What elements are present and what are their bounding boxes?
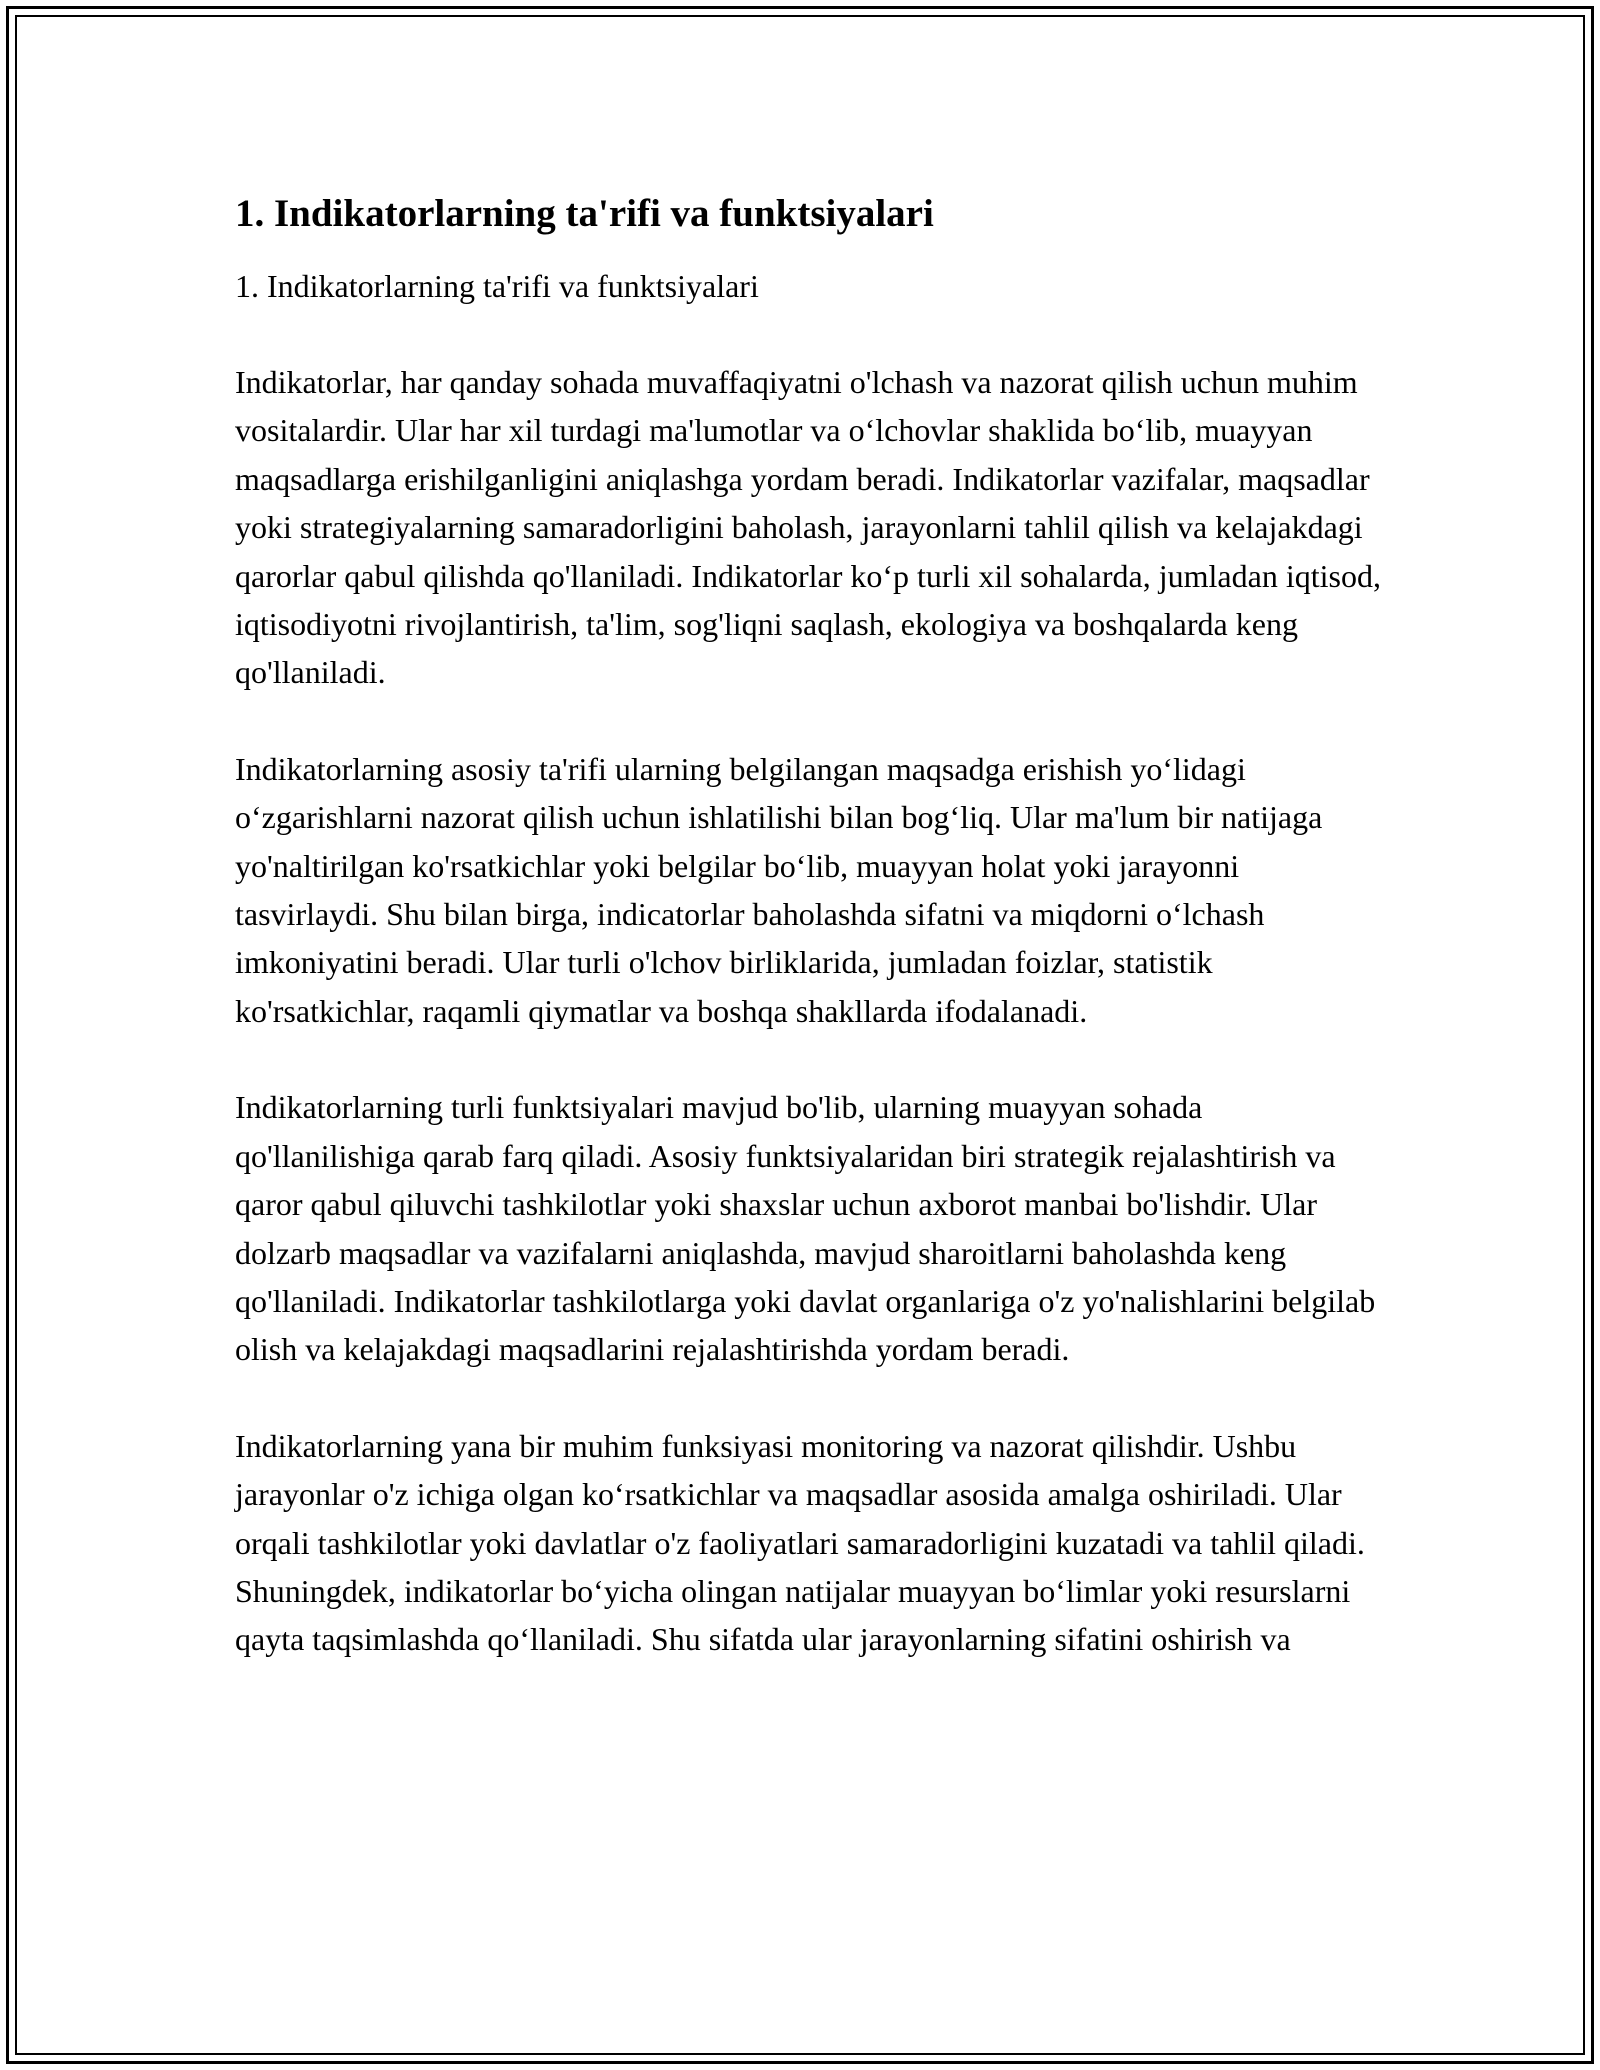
section-subheading: 1. Indikatorlarning ta'rifi va funktsiyalari (235, 268, 759, 304)
document-body (235, 188, 1385, 1664)
paragraph-1: Indikatorlar, har qanday sohada muvaffaqiyatni o'lchash va nazorat qilish uchun muhim vositalardir. Ular har xil turdagi ma'lumotlar va o‘lchovlar shaklida bo‘lib, muayyan maqsadlarga erishilganligini aniqlashga yordam beradi. Indikatorlar vazifalar, maqsadlar yoki strategiyalarning samaradorligini baholash, jarayonlarni tahlil qilish va kelajakdagi qarorlar qabul qilishda qo'llaniladi. Indikatorlar ko‘p turli xil sohalarda, jumladan iqtisod, iqtisodiyotni rivojlantirish, ta'lim, sog'liqni saqlash, ekologiya va boshqalarda keng qo'llaniladi. (235, 364, 1381, 691)
paragraph-3: Indikatorlarning turli funktsiyalari mavjud bo'lib, ularning muayyan sohada qo'llanilishiga qarab farq qiladi. Asosiy funktsiyalaridan biri strategik rejalashtirish va qaror qabul qiluvchi tashkilotlar yoki shaxslar uchun axborot manbai bo'lishdir. Ular dolzarb maqsadlar va vazifalarni aniqlashda, mavjud sharoitlarni baholashda keng qo'llaniladi. Indikatorlar tashkilotlarga yoki davlat organlariga o'z yo'nalishlarini belgilab olish va kelajakdagi maqsadlarini rejalashtirishda yordam beradi. (235, 1089, 1376, 1368)
section-heading: 1. Indikatorlarning ta'rifi va funktsiyalari (235, 192, 934, 235)
paragraph-2: Indikatorlarning asosiy ta'rifi ularning belgilangan maqsadga erishish yo‘lidagi o‘zgarishlarni nazorat qilish uchun ishlatilishi bilan bog‘liq. Ular ma'lum bir natijaga yo'naltirilgan ko'rsatkichlar yoki belgilar bo‘lib, muayyan holat yoki jarayonni tasvirlaydi. Shu bilan birga, indicatorlar baholashda sifatni va miqdorni o‘lchash imkoniyatini beradi. Ular turli o'lchov birliklarida, jumladan foizlar, statistik ko'rsatkichlar, raqamli qiymatlar va boshqa shakllarda ifodalanadi. (235, 750, 1323, 1029)
paragraph-4: Indikatorlarning yana bir muhim funksiyasi monitoring va nazorat qilishdir. Ushbu jarayonlar o'z ichiga olgan ko‘rsatkichlar va maqsadlar asosida amalga oshiriladi. Ular orqali tashkilotlar yoki davlatlar o'z faoliyatlari samaradorligini kuzatadi va tahlil qiladi. Shuningdek, indikatorlar bo‘yicha olingan natijalar muayyan bo‘limlar yoki resurslarni qayta taqsimlashda qo‘llaniladi. Shu sifatda ular jarayonlarning sifatini oshirish va (235, 1427, 1365, 1658)
